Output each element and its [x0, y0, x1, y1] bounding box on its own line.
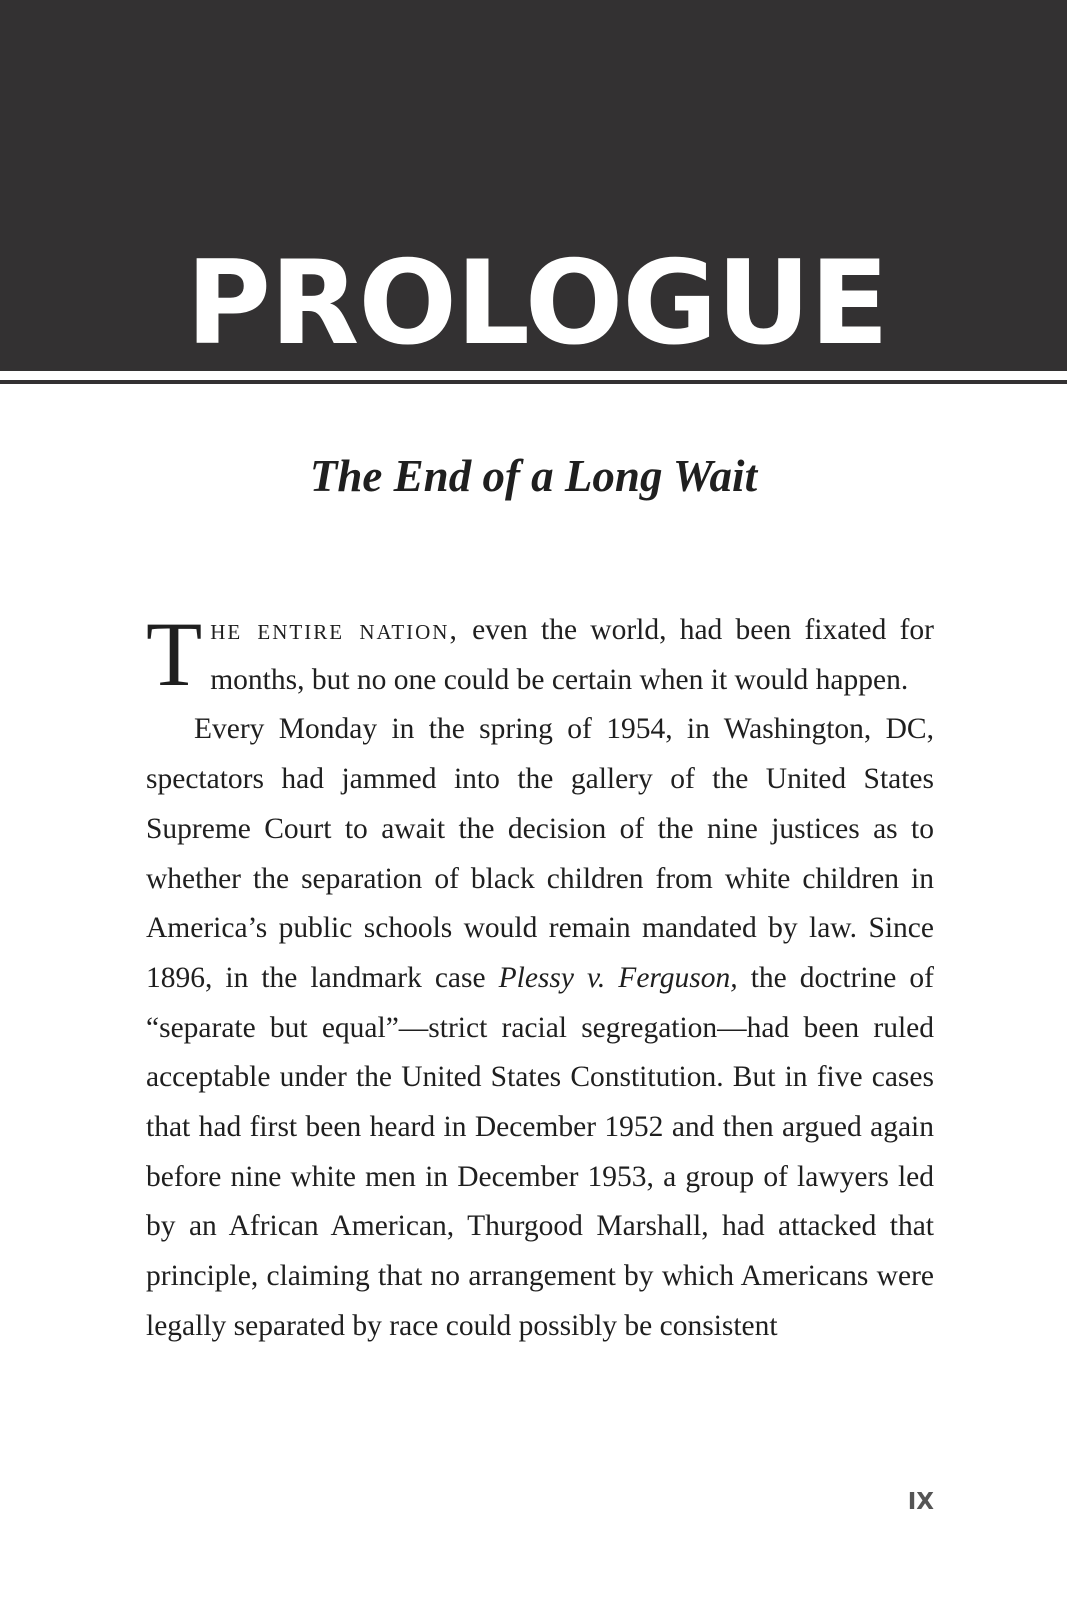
paragraph-2-text-after-case: the doctrine of “separate but equal”—strict racial segregation—had been ruled acceptable under the United States Constitution. But in five cases that had first been heard in December 1952 and then argued again before nine white men in December 1953, a group of lawyers led by an African American, Thurgood Marshall, had attacked that principle, claiming that no arrangement by which Americans were legally separated by race could possibly be consistent — [146, 961, 934, 1342]
drop-cap: T — [146, 603, 203, 705]
paragraph-1 — [146, 603, 934, 705]
page-number: IX — [907, 1489, 934, 1515]
body-text — [146, 603, 934, 1352]
chapter-header-band — [0, 0, 1067, 371]
chapter-subtitle: The End of a Long Wait — [309, 451, 758, 501]
case-name: Plessy v. Ferguson, — [498, 961, 738, 994]
paragraph-1-text: even the world, had been fixated for months, but no one could be certain when it would happen. — [210, 614, 934, 696]
paragraph-2 — [146, 705, 934, 1351]
header-rule — [0, 380, 1067, 384]
lead-in-small-caps: he entire nation, — [210, 614, 459, 646]
paragraph-2-text-before-case: Every Monday in the spring of 1954, in Washington, DC, spectators had jammed into the gallery of the United States Supreme Court to await the decision of the nine justices as to whether the separation of black children from white children in America’s public schools would remain mandated by law. Since 1896, in the landmark case — [146, 713, 934, 994]
chapter-heading: PROLOGUE — [186, 236, 888, 371]
